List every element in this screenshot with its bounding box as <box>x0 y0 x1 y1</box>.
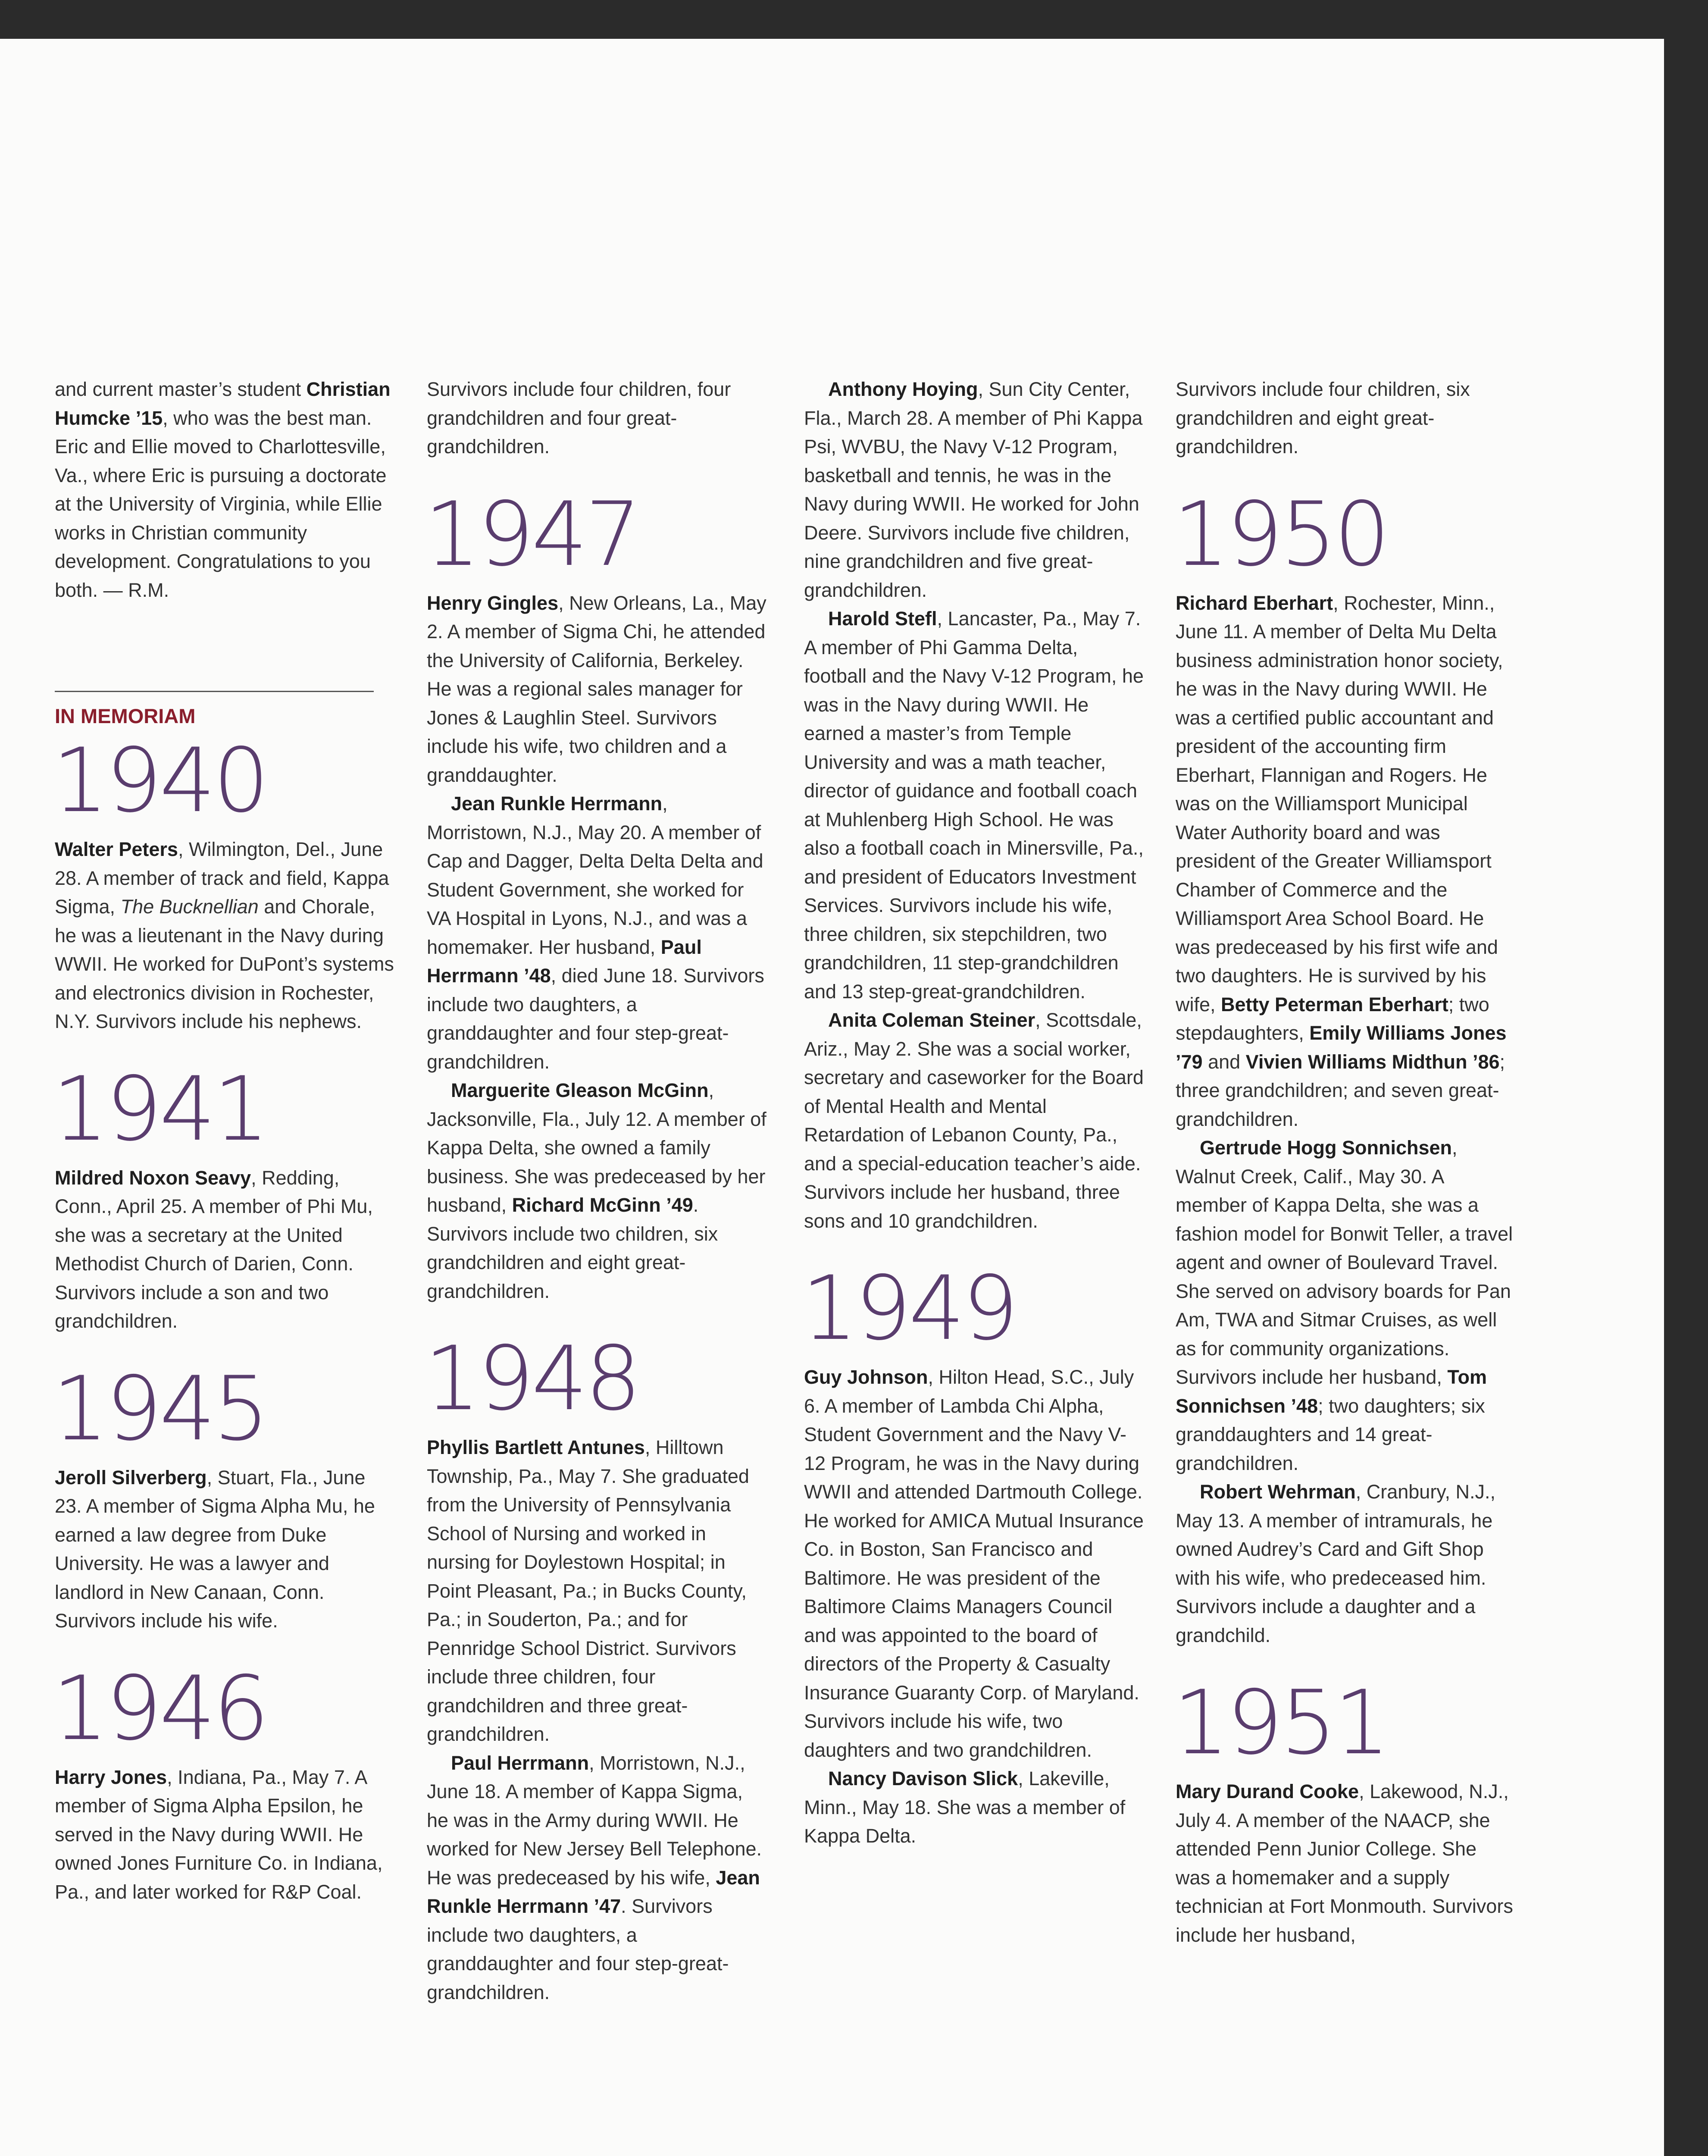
person-name: Emily Williams Jones ’79 <box>1176 1022 1507 1073</box>
obituary-entry: Phyllis Bartlett Antunes, Hilltown Township, Pa., May 7. She graduated from the University of Pennsylvania School of Nursing and worked in nursing for Doylestown Hospital; in Point Pleasant, Pa.; in Bucks County, Pa.; in Souderton, Pa.; and for Pennridge School District. Survivors include three children, four grandchildren and three great-grandchildren. <box>427 1436 749 1745</box>
obituary-entry: Jean Runkle Herrmann, Morristown, N.J., May 20. A member of Cap and Dagger, Delta Delta Delta and Student Government, she worked for VA Hospital in Lyons, N.J., and was a homemaker. Her husband, Paul Herrmann ’48, died June 18. Survivors include two daughters, a granddaughter and four step-great-grandchildren. <box>427 793 764 1073</box>
section-divider <box>55 691 374 692</box>
obituary-continuation: Survivors include four children, six grandchildren and eight great-grandchildren. <box>1176 378 1470 458</box>
magazine-page <box>0 39 1664 2156</box>
person-name: Gertrude Hogg Sonnichsen <box>1200 1137 1452 1159</box>
obituary-entry: Marguerite Gleason McGinn, Jacksonville, Fla., July 12. A member of Kappa Delta, she owned a family business. She was predeceased by her husband, Richard McGinn ’49. Survivors include two children, six grandchildren and eight great-grandchildren. <box>427 1079 766 1302</box>
obituary-entry: Paul Herrmann, Morristown, N.J., June 18. A member of Kappa Sigma, he was in the Army during WWII. He worked for New Jersey Bell Telephone. He was predeceased by his wife, Jean Runkle Herrmann ’47. Survivors include two daughters, a granddaughter and four step-great-grandchildren. <box>427 1752 762 2003</box>
class-year-heading: 1941 <box>52 1058 267 1161</box>
class-year-heading: 1940 <box>52 730 267 832</box>
class-year-heading: 1946 <box>52 1657 267 1760</box>
person-name: Paul Herrmann ’48 <box>427 936 702 987</box>
column-3 <box>801 375 1145 1851</box>
section-label: IN MEMORIAM <box>55 705 196 727</box>
class-year-heading: 1951 <box>1173 1672 1388 1774</box>
person-name: Jeroll Silverberg <box>55 1466 207 1489</box>
person-name: Jean Runkle Herrmann ’47 <box>427 1866 760 1917</box>
obituary-entry: Gertrude Hogg Sonnichsen, Walnut Creek, Calif., May 30. A member of Kappa Delta, she was a fashion model for Bonwit Teller, a travel agent and owner of Boulevard Travel. She served on advisory boards for Pan Am, TWA and Sitmar Cruises, as well as for community organizations. Survivors include her husband, Tom Sonnichsen ’48; two daughters; six granddaughters and 14 great-grandchildren. <box>1176 1137 1513 1474</box>
person-name: Mary Durand Cooke <box>1176 1780 1359 1802</box>
person-name: Robert Wehrman <box>1200 1481 1356 1503</box>
obituary-entry: Harry Jones, Indiana, Pa., May 7. A member of Sigma Alpha Epsilon, he served in the Navy during WWII. He owned Jones Furniture Co. in Indiana, Pa., and later worked for R&P Coal. <box>55 1766 383 1903</box>
person-name: Anthony Hoying <box>828 378 978 400</box>
obituary-entry: Mary Durand Cooke, Lakewood, N.J., July 4. A member of the NAACP, she attended Penn Junior College. She was a homemaker and a supply technician at Fort Monmouth. Survivors include her husband, <box>1176 1780 1513 1946</box>
class-year-heading: 1948 <box>424 1328 639 1430</box>
column-1 <box>52 375 395 1906</box>
person-name: Richard McGinn ’49 <box>512 1194 693 1216</box>
publication-title: The Bucknellian <box>120 896 259 918</box>
class-notes-continuation: and current master’s student Christian Humcke ’15, who was the best man. Eric and Ellie moved to Charlottesville, Va., where Eric is pursuing a doctorate at the University of Virginia, while Ellie works in Christian community development. Congratulations to you both. — R.M. <box>55 378 391 601</box>
person-name: Christian Humcke ’15 <box>55 378 391 429</box>
class-year-heading: 1950 <box>1173 483 1388 586</box>
person-name: Tom Sonnichsen ’48 <box>1176 1366 1487 1417</box>
person-name: Phyllis Bartlett Antunes <box>427 1436 645 1458</box>
class-year-heading: 1947 <box>424 483 639 586</box>
person-name: Betty Peterman Eberhart <box>1221 993 1448 1015</box>
person-name: Paul Herrmann <box>451 1752 589 1774</box>
obituary-entry: Anita Coleman Steiner, Scottsdale, Ariz., May 2. She was a social worker, secretary and caseworker for the Board of Mental Health and Mental Retardation of Lebanon County, Pa., and a special-education teacher’s aide. Survivors include her husband, three sons and 10 grandchildren. <box>804 1009 1144 1232</box>
person-name: Vivien Williams Midthun ’86 <box>1245 1050 1500 1073</box>
class-year-heading: 1949 <box>801 1257 1016 1360</box>
obituary-entry: Richard Eberhart, Rochester, Minn., June 11. A member of Delta Mu Delta business administration honor society, he was in the Navy during WWII. He was a certified public accountant and president of the accounting firm Eberhart, Flannigan and Rogers. He was on the Williamsport Municipal Water Authority board and was president of the Greater Williamsport Chamber of Commerce and the Williamsport Area School Board. He was predeceased by his first wife and two daughters. He is survived by his wife, Betty Peterman Eberhart; two stepdaughters, Emily Williams Jones ’79 and Vivien Williams Midthun ’86; three grandchildren; and seven great-grandchildren. <box>1176 592 1507 1130</box>
person-name: Walter Peters <box>55 838 178 860</box>
obituary-entry: Walter Peters, Wilmington, Del., June 28. A member of track and field, Kappa Sigma, The Bucknellian and Chorale, he was a lieutenant in the Navy during WWII. He worked for DuPont’s systems and electronics division in Rochester, N.Y. Survivors include his nephews. <box>55 838 394 1032</box>
obituary-entry: Guy Johnson, Hilton Head, S.C., July 6. A member of Lambda Chi Alpha, Student Government and the Navy V-12 Program, he was in the Navy during WWII and attended Dartmouth College. He worked for AMICA Mutual Insurance Co. in Boston, San Francisco and Baltimore. He was president of the Baltimore Claims Managers Council and was appointed to the board of directors of the Property & Casualty Insurance Guaranty Corp. of Maryland. Survivors include his wife, two daughters and two grandchildren. <box>804 1366 1144 1761</box>
obituary-entry: Henry Gingles, New Orleans, La., May 2. A member of Sigma Chi, he attended the University of California, Berkeley. He was a regional sales manager for Jones & Laughlin Steel. Survivors include his wife, two children and a granddaughter. <box>427 592 766 786</box>
column-4 <box>1173 375 1516 1949</box>
obituary-entry: Robert Wehrman, Cranbury, N.J., May 13. A member of intramurals, he owned Audrey’s Card and Gift Shop with his wife, who predeceased him. Survivors include a daughter and a grandchild. <box>1176 1481 1495 1646</box>
obituary-entry: Harold Stefl, Lancaster, Pa., May 7. A member of Phi Gamma Delta, football and the Navy V-12 Program, he was in the Navy during WWII. He earned a master’s from Temple University and was a math teacher, director of guidance and football coach at Muhlenberg High School. He was also a football coach in Minersville, Pa., and president of Educators Investment Services. Survivors include his wife, three children, six stepchildren, two grandchildren, 11 step-grandchildren and 13 step-great-grandchildren. <box>804 608 1144 1003</box>
obituary-entry: Jeroll Silverberg, Stuart, Fla., June 23. A member of Sigma Alpha Mu, he earned a law degree from Duke University. He was a lawyer and landlord in New Canaan, Conn. Survivors include his wife. <box>55 1466 375 1632</box>
obituary-continuation: Survivors include four children, four grandchildren and four great-grandchildren. <box>427 378 731 458</box>
obituary-entry: Anthony Hoying, Sun City Center, Fla., March 28. A member of Phi Kappa Psi, WVBU, the Navy V-12 Program, basketball and tennis, he was in the Navy during WWII. He worked for John Deere. Survivors include five children, nine grandchildren and five great-grandchildren. <box>804 378 1143 601</box>
obituary-entry: Mildred Noxon Seavy, Redding, Conn., April 25. A member of Phi Mu, she was a secretary at the United Methodist Church of Darien, Conn. Survivors include a son and two grandchildren. <box>55 1166 373 1332</box>
person-name: Marguerite Gleason McGinn <box>451 1079 709 1101</box>
person-name: Harold Stefl <box>828 608 937 630</box>
person-name: Nancy Davison Slick <box>828 1767 1018 1789</box>
person-name: Henry Gingles <box>427 592 559 614</box>
person-name: Anita Coleman Steiner <box>828 1009 1035 1031</box>
person-name: Richard Eberhart <box>1176 592 1333 614</box>
obituary-entry: Nancy Davison Slick, Lakeville, Minn., May 18. She was a member of Kappa Delta. <box>804 1767 1126 1847</box>
person-name: Mildred Noxon Seavy <box>55 1166 251 1189</box>
person-name: Guy Johnson <box>804 1366 928 1388</box>
person-name: Jean Runkle Herrmann <box>451 793 663 815</box>
person-name: Harry Jones <box>55 1766 167 1788</box>
class-year-heading: 1945 <box>52 1357 267 1460</box>
column-2 <box>424 375 767 2007</box>
